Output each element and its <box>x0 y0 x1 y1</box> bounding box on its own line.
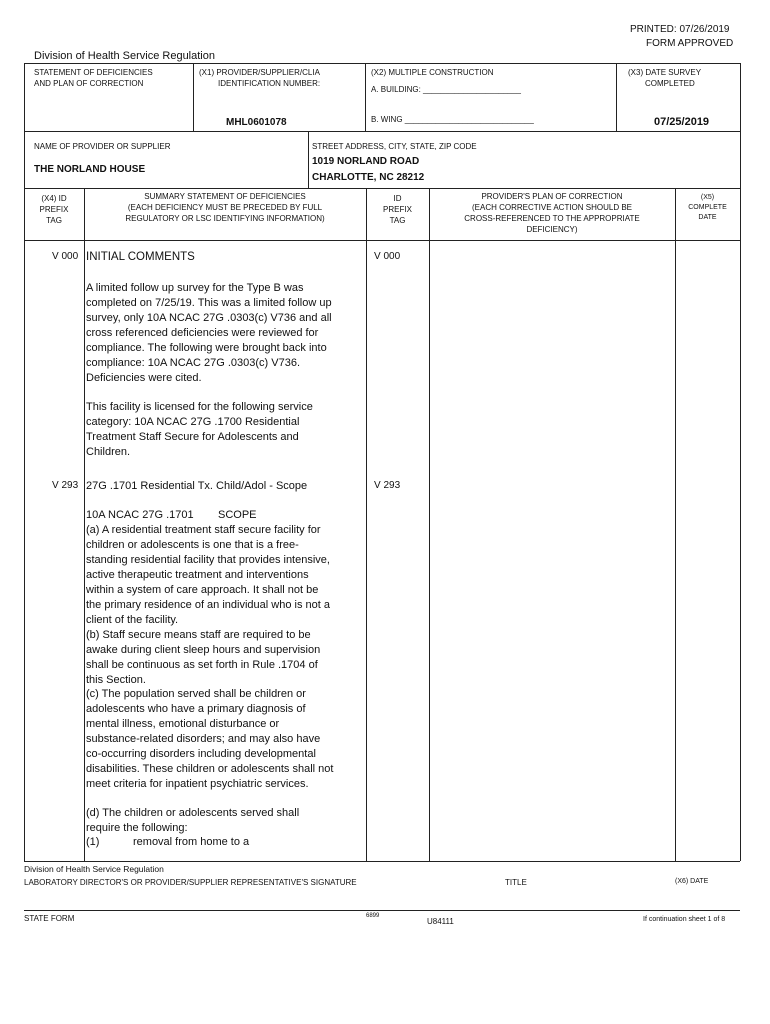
id-header-2: PREFIX <box>383 205 412 214</box>
subsection-number: (1) <box>86 836 100 848</box>
x3-label-1: (X3) DATE SURVEY <box>628 68 702 77</box>
event-id: U84111 <box>427 917 454 926</box>
summary-header-3: REGULATORY OR LSC IDENTIFYING INFORMATION) <box>125 214 325 223</box>
form-approved: FORM APPROVED <box>646 38 734 49</box>
x4-header-2: PREFIX <box>39 205 69 214</box>
subsection-text: removal from home to a <box>133 836 250 848</box>
address-street: 1019 NORLAND ROAD <box>312 156 420 167</box>
plan-header-4: DEFICIENCY) <box>526 225 578 234</box>
address-label: STREET ADDRESS, CITY, STATE, ZIP CODE <box>312 142 477 151</box>
title-label: TITLE <box>505 878 527 887</box>
footer-agency: Division of Health Service Regulation <box>24 864 164 874</box>
state-form-label: STATE FORM <box>24 914 75 923</box>
survey-summary-paragraph: A limited follow up survey for the Type B was completed on 7/25/19. This was a limited follow up survey, only 10A NCAC 27G .0303(c) V736 and all cross referenced deficiencies were reviewed for compliance. The following were brought back into compliance: 10A NCAC 27G .0303(c) V736. Deficiencies were cited. <box>86 282 332 384</box>
v293-id-tag: V 293 <box>374 480 401 491</box>
id-header-3: TAG <box>389 216 406 225</box>
plan-header-3: CROSS-REFERENCED TO THE APPROPRIATE <box>464 214 640 223</box>
x2-label: (X2) MULTIPLE CONSTRUCTION <box>371 68 494 77</box>
x1-label-1: (X1) PROVIDER/SUPPLIER/CLIA <box>199 68 320 77</box>
statement-label-1: STATEMENT OF DEFICIENCIES <box>34 68 153 77</box>
provider-name: THE NORLAND HOUSE <box>34 164 146 175</box>
rule-section-d: (d) The children or adolescents served shall require the following: <box>86 807 300 834</box>
agency-title: Division of Health Service Regulation <box>34 50 215 62</box>
x5-header-1: (X5) <box>700 194 715 201</box>
summary-header-1: SUMMARY STATEMENT OF DEFICIENCIES <box>144 192 306 201</box>
x4-header-3: TAG <box>46 216 62 225</box>
rule-number: 10A NCAC 27G .1701 <box>86 509 194 521</box>
rule-section-a: (a) A residential treatment staff secure facility for children or adolescents is one that is a free-standing residential facility that provides intensive, active therapeutic treatment and interventions within a system of care approach. It shall not be the primary residence of an individual who is not a client of the facility. <box>86 524 330 626</box>
rule-name: SCOPE <box>218 509 257 521</box>
licensure-paragraph: This facility is licensed for the following service category: 10A NCAC 27G .1700 Residential Treatment Staff Secure for Adolescents and Children. <box>86 401 313 458</box>
v293-title: 27G .1701 Residential Tx. Child/Adol - Scope <box>86 480 308 492</box>
rule-section-b: (b) Staff secure means staff are required to be awake during client sleep hours and supervision shall be continuous as set forth in Rule .1704 of this Section. <box>86 629 321 686</box>
plan-header-1: PROVIDER'S PLAN OF CORRECTION <box>481 192 623 201</box>
continuation-sheet: If continuation sheet 1 of 8 <box>643 916 726 923</box>
address-city: CHARLOTTE, NC 28212 <box>312 172 425 183</box>
x3-label-2: COMPLETED <box>645 79 695 88</box>
v293-prefix-tag: V 293 <box>52 480 79 491</box>
survey-completed-date: 07/25/2019 <box>654 116 710 128</box>
x2-wing: B. WING _____________________________ <box>371 115 534 124</box>
x5-header-3: DATE <box>698 214 717 221</box>
provider-name-label: NAME OF PROVIDER OR SUPPLIER <box>34 142 171 151</box>
id-header-1: ID <box>393 194 402 203</box>
x2-building: A. BUILDING: ______________________ <box>371 85 521 94</box>
plan-header-2: (EACH CORRECTIVE ACTION SHOULD BE <box>471 203 633 212</box>
x5-header-2: COMPLETE <box>688 204 727 211</box>
v000-prefix-tag: V 000 <box>52 251 79 262</box>
x1-label-2: IDENTIFICATION NUMBER: <box>218 79 321 88</box>
v000-title: INITIAL COMMENTS <box>86 251 195 263</box>
statement-label-2: AND PLAN OF CORRECTION <box>34 79 144 88</box>
provider-id-number: MHL0601078 <box>226 117 287 128</box>
printed-date: PRINTED: 07/26/2019 <box>630 24 730 35</box>
form-number: 6899 <box>366 913 380 919</box>
x4-header-1: (X4) ID <box>41 194 67 203</box>
rule-section-c: (c) The population served shall be children or adolescents who have a primary diagnosis of mental illness, emotional disturbance or substance-related disorders; and may also have co-occurring disorders including developmental disabilities. These children or adolescents shall not meet criteria for inpatient psychiatric services. <box>86 688 334 790</box>
signature-label: LABORATORY DIRECTOR'S OR PROVIDER/SUPPLIER REPRESENTATIVE'S SIGNATURE <box>24 878 357 887</box>
summary-header-2: (EACH DEFICIENCY MUST BE PRECEDED BY FULL <box>127 203 323 212</box>
x6-date-label: (X6) DATE <box>675 878 709 885</box>
v000-id-tag: V 000 <box>374 251 401 262</box>
